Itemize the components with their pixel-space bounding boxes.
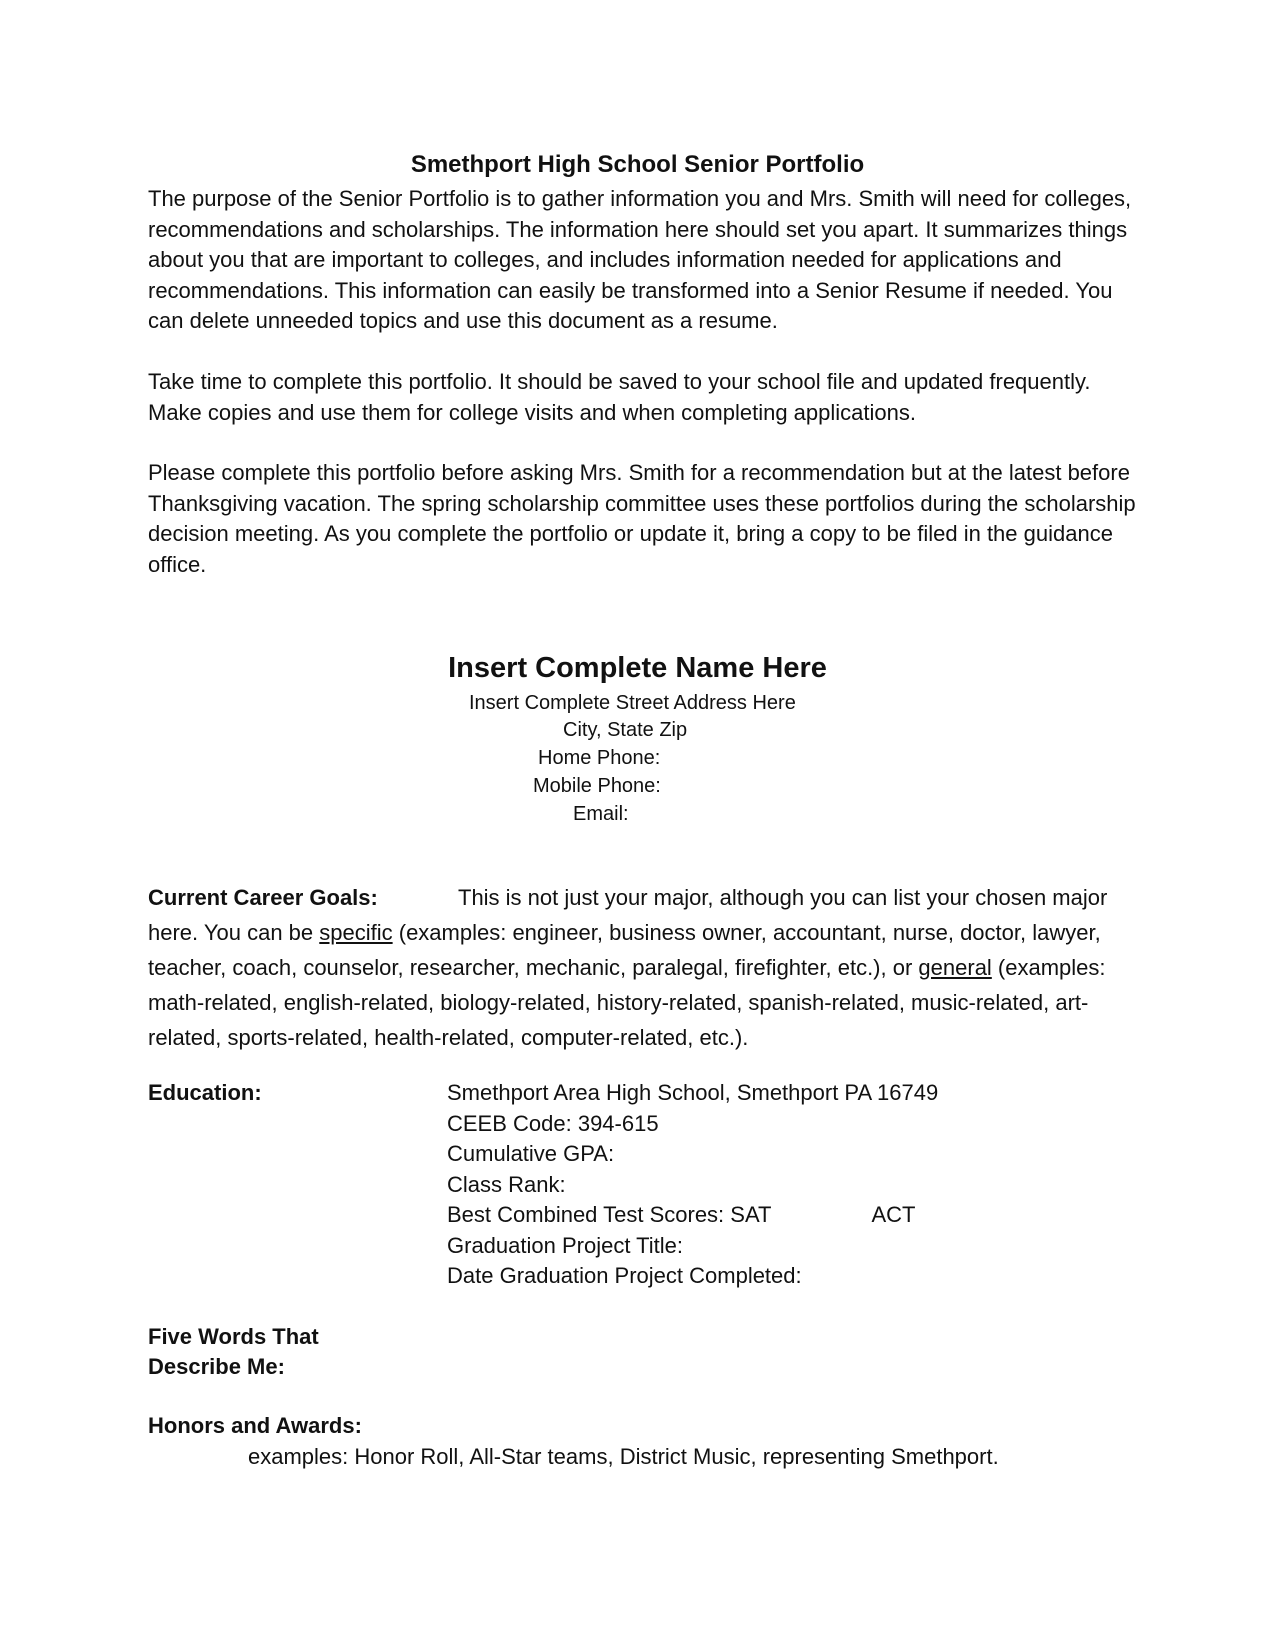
intro-paragraph-deadline: Please complete this portfolio before asking Mrs. Smith for a recommendation but at the latest before Thanksgiving vacation. The spring scholarship committee uses these portfolios during the scholarship decision meeting. As you complete the portfolio or update it, bring a copy to be filed in the guidance office. bbox=[148, 460, 1136, 577]
career-general-word: general bbox=[918, 955, 992, 980]
project-date-line: Date Graduation Project Completed: bbox=[447, 1263, 802, 1288]
home-phone-line: Home Phone: bbox=[538, 747, 661, 769]
career-specific-word: specific bbox=[319, 920, 393, 945]
project-title-line: Graduation Project Title: bbox=[447, 1232, 684, 1258]
career-goals-text: This is not just your major, although you can list your chosen major here. You can be bbox=[148, 885, 1108, 945]
email-line: Email: bbox=[573, 803, 629, 825]
career-general-examples: (examples: math-related, english-related, biology-related, history-related, spanish-related, music-related, art-related, sports-related, health-related, computer-related, etc.). bbox=[148, 955, 1106, 1050]
mobile-phone-line: Mobile Phone: bbox=[533, 775, 661, 797]
city-state-zip-line: City, State Zip bbox=[563, 719, 688, 741]
five-words-label-line1: Five Words That bbox=[148, 1324, 319, 1349]
career-goals-section bbox=[148, 880, 1138, 1055]
gpa-line: Cumulative GPA: bbox=[447, 1141, 615, 1166]
career-specific-examples: (examples: engineer, business owner, accountant, nurse, doctor, lawyer, teacher, coach, counselor, researcher, mechanic, paralegal, firefighter, etc.), or bbox=[148, 920, 1101, 980]
document-title: Smethport High School Senior Portfolio bbox=[410, 151, 865, 178]
student-name-heading: Insert Complete Name Here bbox=[448, 652, 827, 684]
act-label: ACT bbox=[871, 1202, 916, 1227]
class-rank-line: Class Rank: bbox=[447, 1171, 566, 1197]
five-words-label-line2: Describe Me: bbox=[148, 1354, 285, 1379]
street-address-line: Insert Complete Street Address Here bbox=[469, 692, 796, 714]
sat-label: Best Combined Test Scores: SAT bbox=[447, 1202, 772, 1227]
honors-awards-label: Honors and Awards: bbox=[148, 1413, 362, 1438]
intro-paragraph-purpose: The purpose of the Senior Portfolio is to gather information you and Mrs. Smith will need for colleges, recommendations and scholarships. The information here should set you apart. It summarizes things about you that are important to colleges, and includes information needed for applications and recommendations. This information can easily be transformed into a Senior Resume if needed. You can delete unneeded topics and use this document as a resume. bbox=[148, 186, 1132, 333]
school-line: Smethport Area High School, Smethport PA 16749 bbox=[447, 1080, 939, 1105]
intro-paragraph-complete: Take time to complete this portfolio. It should be saved to your school file and updated frequently. Make copies and use them for college visits and when completing applications. bbox=[148, 369, 1091, 425]
education-label: Education: bbox=[148, 1080, 262, 1105]
ceeb-code-line: CEEB Code: 394-615 bbox=[447, 1110, 659, 1136]
career-goals-label: Current Career Goals: bbox=[148, 885, 378, 910]
test-scores-line bbox=[447, 1200, 938, 1231]
honors-examples-text: examples: Honor Roll, All-Star teams, District Music, representing Smethport. bbox=[248, 1444, 999, 1469]
education-details bbox=[447, 1078, 938, 1292]
